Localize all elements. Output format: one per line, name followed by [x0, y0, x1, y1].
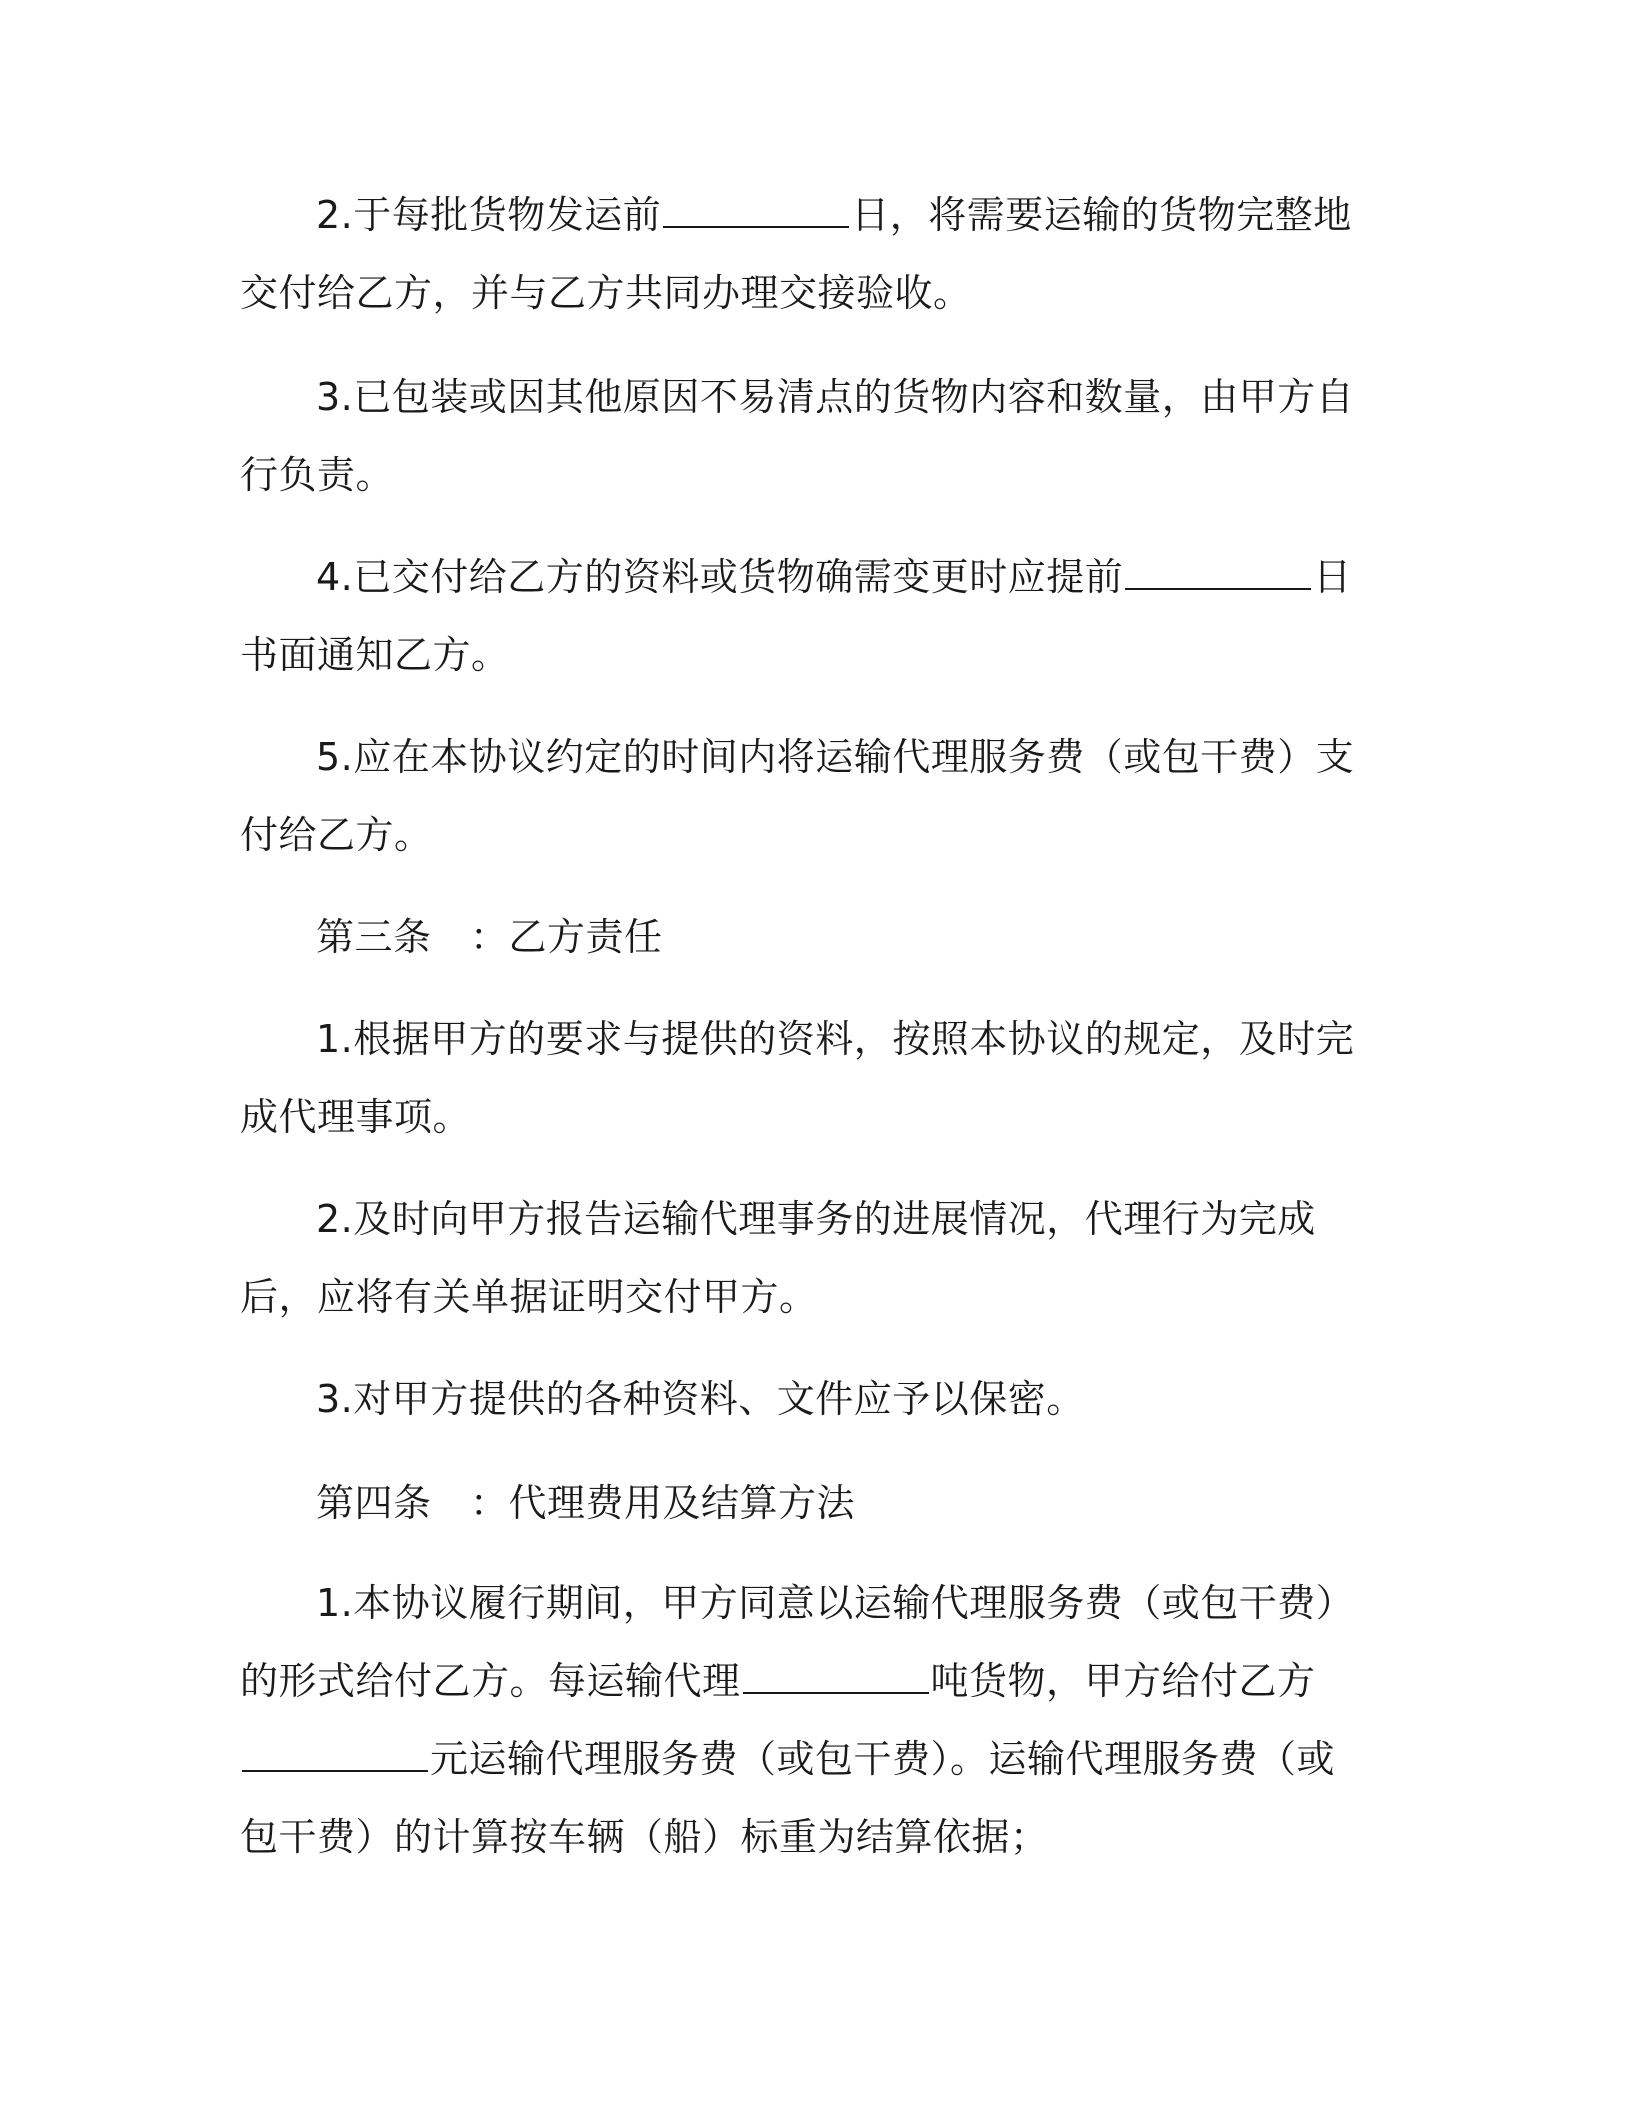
paragraph-text-part-2: 吨货物，甲方给付乙方 — [930, 1659, 1316, 1703]
paragraph-text: 3.对甲方提供的各种资料、文件应予以保密。 — [316, 1377, 1085, 1421]
paragraph-text-start: 2.于每批货物发运前 — [316, 193, 662, 237]
paragraph-text-end: 日，将需要运输的货物完整地交付给乙方，并与乙方共同办理交接验收。 — [240, 193, 1352, 315]
paragraph-report-progress — [240, 1180, 1360, 1336]
paragraph-change-notice — [240, 538, 1360, 694]
paragraph-packaged-goods — [240, 358, 1360, 514]
section-heading-article-3 — [240, 898, 1360, 976]
blank-field-amount — [242, 1740, 428, 1772]
paragraph-service-fee — [240, 1564, 1360, 1876]
paragraph-text-start: 4.已交付给乙方的资料或货物确需变更时应提前 — [316, 555, 1124, 599]
blank-field-tons — [743, 1662, 929, 1694]
paragraph-complete-agency — [240, 1000, 1360, 1156]
blank-field — [663, 196, 849, 228]
paragraph-payment — [240, 718, 1360, 874]
paragraph-text-part-1: 1.本协议履行期间，甲方同意以运输代理服务费（或包干费）的形式给付乙方。每运输代理 — [240, 1581, 1355, 1703]
paragraph-text: 3.已包装或因其他原因不易清点的货物内容和数量，由甲方自行负责。 — [240, 375, 1355, 497]
paragraph-text: 2.及时向甲方报告运输代理事务的进展情况，代理行为完成后，应将有关单据证明交付甲方。 — [240, 1197, 1316, 1319]
paragraph-delivery-timing — [240, 176, 1360, 332]
paragraph-text: 5.应在本协议约定的时间内将运输代理服务费（或包干费）支付给乙方。 — [240, 735, 1355, 857]
paragraph-text-part-3: 元运输代理服务费（或包干费）。运输代理服务费（或包干费）的计算按车辆（船）标重为结算依据； — [240, 1737, 1336, 1859]
section-heading-article-4 — [240, 1464, 1360, 1542]
paragraph-text-end: 日书面通知乙方。 — [240, 555, 1352, 677]
paragraph-confidentiality — [240, 1360, 1360, 1438]
blank-field — [1125, 558, 1311, 590]
paragraph-text: 1.根据甲方的要求与提供的资料，按照本协议的规定，及时完成代理事项。 — [240, 1017, 1355, 1139]
section-heading-text: 第三条 ：乙方责任 — [316, 915, 663, 959]
section-heading-text: 第四条 ：代理费用及结算方法 — [316, 1481, 856, 1525]
